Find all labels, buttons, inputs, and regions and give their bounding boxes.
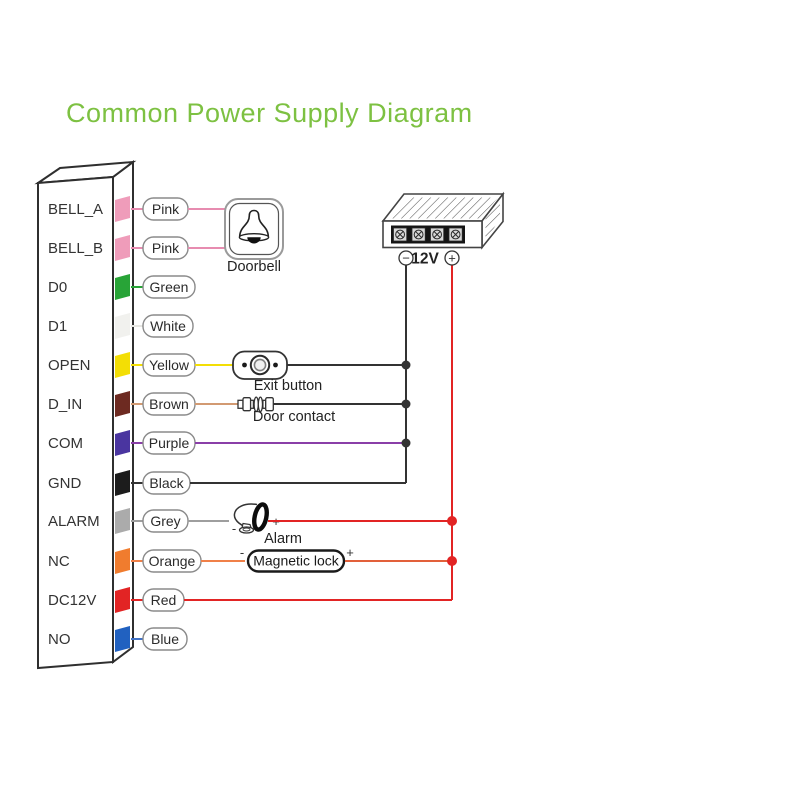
magnetic-lock-label: Magnetic lock	[253, 552, 339, 569]
exit-button	[233, 352, 406, 395]
alarm-plus-sign: +	[272, 514, 280, 529]
terminal-pad	[115, 508, 130, 534]
wire-color-label: Green	[149, 279, 189, 295]
alarm-label: Alarm	[264, 531, 302, 547]
page-title: Common Power Supply Diagram	[66, 98, 473, 128]
alarm-minus-sign: -	[231, 521, 237, 536]
wire-color-label: Blue	[150, 631, 180, 647]
psu-minus-sign: −	[402, 250, 410, 266]
doorbell-label: Doorbell	[227, 259, 281, 275]
wire-color-label: Orange	[148, 553, 196, 569]
wire-color-label: Grey	[150, 513, 181, 529]
junction-dot-exit	[402, 361, 411, 370]
magnetic-lock	[240, 545, 452, 572]
terminal-pad	[115, 196, 130, 222]
junction-dot-com	[402, 439, 411, 448]
terminal-label: COM	[48, 435, 83, 452]
wire-color-label: Red	[150, 592, 177, 608]
junction-dot-contact	[402, 400, 411, 409]
psu-top-hatch	[390, 198, 498, 219]
doorbell	[225, 199, 283, 275]
terminal-label: NC	[48, 553, 70, 570]
alarm-siren	[232, 503, 452, 547]
terminal-label: GND	[48, 475, 82, 492]
terminal-pad	[115, 235, 130, 261]
terminal-label: D_IN	[48, 396, 83, 413]
lock-plus-sign: +	[346, 545, 354, 560]
terminal-label: ALARM	[48, 513, 100, 530]
wire-color-label: Brown	[149, 396, 189, 412]
terminal-label: BELL_B	[48, 240, 104, 257]
junction-dot-alarm	[447, 516, 457, 526]
terminal-pad	[115, 548, 130, 574]
terminal-label: NO	[48, 631, 71, 648]
door-contact	[238, 397, 406, 425]
terminal-label: D1	[48, 318, 68, 335]
door-contact-label: Door contact	[252, 409, 336, 425]
terminal-pad	[115, 587, 130, 613]
wire-color-label: Pink	[151, 201, 180, 217]
exit-button-label: Exit button	[253, 378, 323, 394]
power-buses	[406, 265, 452, 600]
terminal-label: OPEN	[48, 357, 91, 374]
terminal-pad	[115, 313, 130, 339]
terminal-pad	[115, 391, 130, 417]
junction-dot-lock	[447, 556, 457, 566]
wire-color-label: Pink	[151, 240, 180, 256]
wire-color-label: Black	[149, 475, 184, 491]
terminal-pad	[115, 352, 130, 378]
terminal-pad	[115, 626, 130, 652]
psu-plus-sign: +	[448, 250, 456, 266]
junction-dots	[402, 361, 458, 567]
exit-button-center	[254, 359, 265, 370]
wire-color-label: White	[150, 318, 186, 334]
terminal-pad	[115, 430, 130, 456]
wire-color-label: Yellow	[149, 357, 189, 373]
psu-voltage-label: 12V	[411, 250, 439, 268]
lock-minus-sign: -	[239, 545, 245, 560]
terminal-label: BELL_A	[48, 201, 104, 218]
terminal-pad	[115, 274, 130, 300]
wire-color-label: Purple	[148, 435, 190, 451]
exit-button-screw-right	[273, 363, 278, 368]
exit-button-screw-left	[242, 363, 247, 368]
terminal-pad	[115, 470, 130, 496]
power-supply	[383, 194, 503, 268]
terminal-label: DC12V	[48, 592, 97, 609]
terminal-label: D0	[48, 279, 68, 296]
